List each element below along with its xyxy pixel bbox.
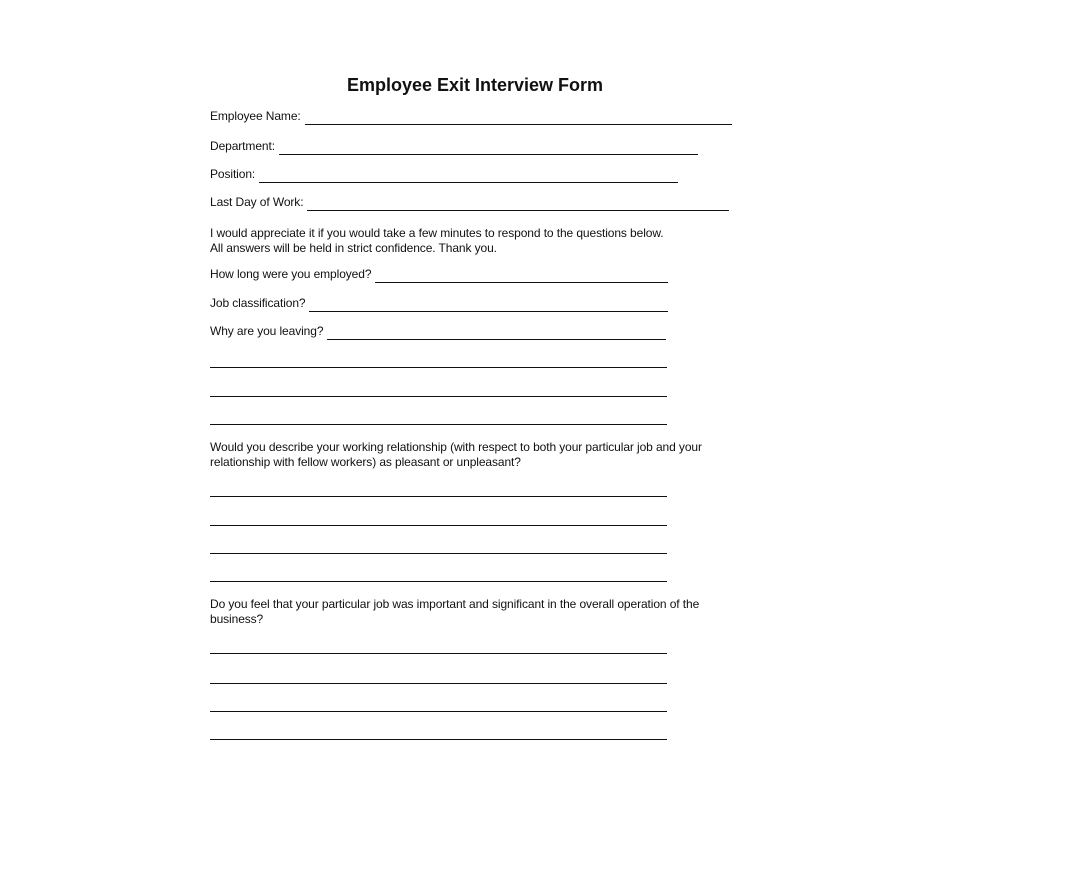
how-long-row (210, 263, 668, 283)
employee-name-label: Employee Name: (210, 109, 301, 123)
intro-line-1: I would appreciate it if you would take a few minutes to respond to the questions below. (210, 226, 664, 240)
position-row (210, 163, 678, 183)
relationship-question-line-2: relationship with fellow workers) as pleasant or unpleasant? (210, 454, 521, 469)
why-leaving-label: Why are you leaving? (210, 324, 324, 338)
intro-paragraph (210, 226, 750, 255)
why-leaving-row (210, 320, 666, 340)
intro-line-2: All answers will be held in strict confidence. Thank you. (210, 240, 497, 255)
importance-question (210, 597, 750, 626)
position-label: Position: (210, 167, 256, 181)
importance-question-line-2: business? (210, 611, 264, 626)
importance-answer-line-1[interactable] (210, 653, 667, 654)
department-row (210, 135, 698, 155)
last-day-line[interactable] (307, 210, 729, 211)
why-leaving-answer-line-1[interactable] (210, 367, 667, 368)
how-long-label: How long were you employed? (210, 267, 372, 281)
position-line[interactable] (259, 182, 678, 183)
job-classification-label: Job classification? (210, 296, 306, 310)
job-classification-row (210, 292, 668, 312)
importance-answer-line-2[interactable] (210, 683, 667, 684)
importance-answer-line-4[interactable] (210, 739, 667, 740)
importance-question-line-1: Do you feel that your particular job was important and significant in the overall operation of the (210, 597, 700, 611)
how-long-line[interactable] (375, 282, 668, 283)
why-leaving-line[interactable] (327, 339, 666, 340)
department-line[interactable] (279, 154, 698, 155)
relationship-answer-line-3[interactable] (210, 553, 667, 554)
last-day-label: Last Day of Work: (210, 195, 304, 209)
importance-answer-line-3[interactable] (210, 711, 667, 712)
why-leaving-answer-line-3[interactable] (210, 424, 667, 425)
employee-name-row (210, 105, 732, 125)
page-title: Employee Exit Interview Form (346, 75, 604, 95)
last-day-row (210, 191, 729, 211)
department-label: Department: (210, 139, 275, 153)
relationship-answer-line-2[interactable] (210, 525, 667, 526)
relationship-question-line-1: Would you describe your working relationship (with respect to both your particular job and your (210, 440, 702, 454)
relationship-answer-line-4[interactable] (210, 581, 667, 582)
relationship-question (210, 440, 750, 469)
why-leaving-answer-line-2[interactable] (210, 396, 667, 397)
job-classification-line[interactable] (309, 311, 668, 312)
employee-name-line[interactable] (305, 124, 732, 125)
relationship-answer-line-1[interactable] (210, 496, 667, 497)
